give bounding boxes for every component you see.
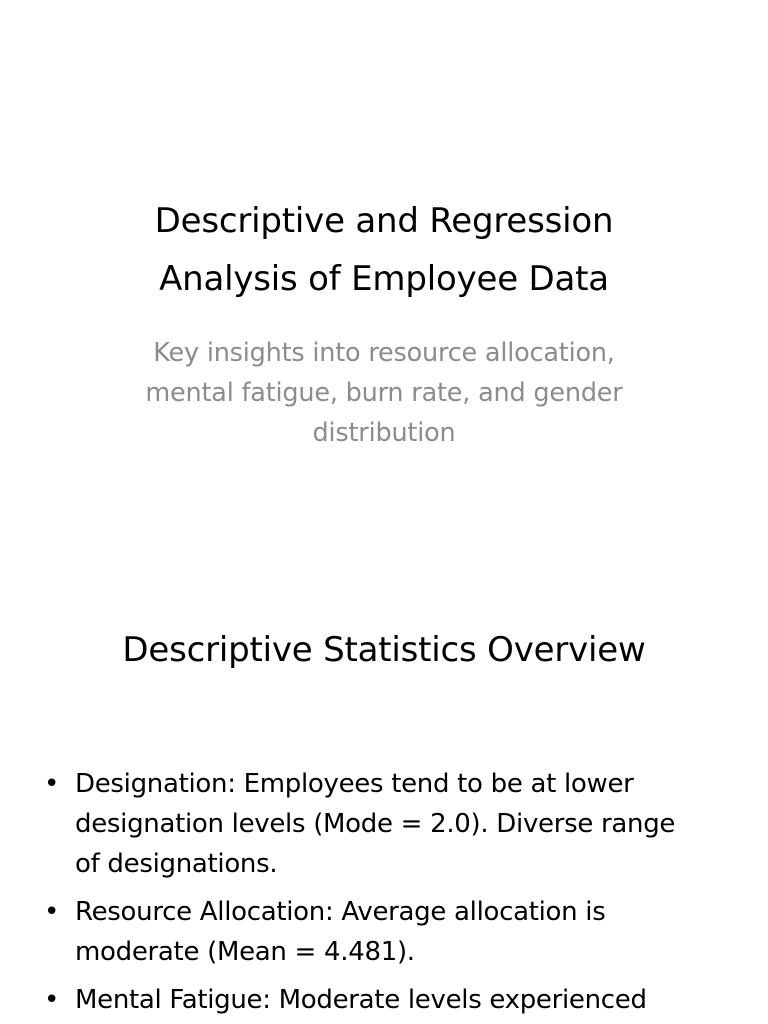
bullet-text-line: moderate (Mean = 4.481). <box>75 937 415 967</box>
slide-title <box>0 192 768 308</box>
bullet-dot-icon: • <box>44 769 60 799</box>
slide-subtitle <box>90 333 678 453</box>
bullet-resource-allocation <box>40 892 740 972</box>
bullet-dot-icon: • <box>44 897 60 927</box>
bullet-text-line: Designation: Employees tend to be at lower <box>75 769 634 799</box>
bullet-dot-icon: • <box>44 985 60 1015</box>
slide-subtitle-line-2: mental fatigue, burn rate, and gender <box>145 378 623 408</box>
slide-subtitle-line-3: distribution <box>312 418 456 448</box>
slide-title-line-2: Analysis of Employee Data <box>159 259 609 299</box>
slide-title-line-1: Descriptive and Regression <box>154 201 614 241</box>
bullet-text-line: of designations. <box>75 849 278 879</box>
bullet-list <box>40 764 740 1024</box>
bullet-text-line: designation levels (Mode = 2.0). Diverse range <box>75 809 676 839</box>
slide-subtitle-line-1: Key insights into resource allocation, <box>153 338 615 368</box>
statistics-slide <box>0 576 768 1024</box>
bullet-designation <box>40 764 740 884</box>
slide-heading: Descriptive Statistics Overview <box>122 630 646 670</box>
bullet-mental-fatigue <box>40 980 740 1020</box>
bullet-text-line: Resource Allocation: Average allocation is <box>75 897 606 927</box>
bullet-text-line: Mental Fatigue: Moderate levels experienced <box>75 985 647 1015</box>
